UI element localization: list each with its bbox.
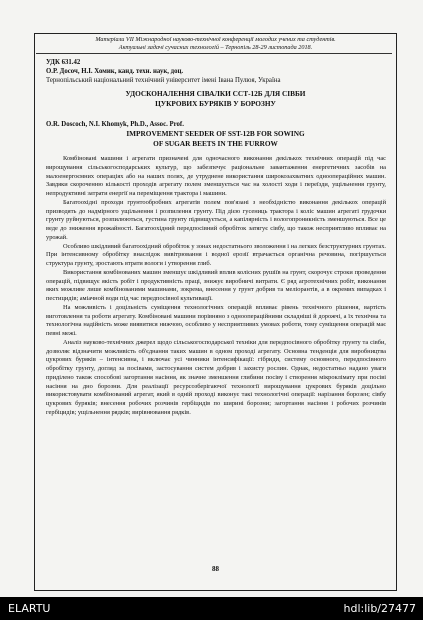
paragraph: На можливість і доцільність суміщення технологічних операцій впливає рівень технічного рішення, вартість виготовлення та роботи агрегату. Комбіновані машини порівняно з одноопераційними складніші й дорожчі, а їх технічна та технологічна надійність може виявитися нижчою, особливо у несприятливих умовах роботи, тому суміщення операцій має певні межі. [46, 303, 386, 337]
conference-header-line-2: Актуальні задачі сучасних технологій – Тернопіль 28-29 листопада 2018. [118, 44, 313, 51]
authors-ua: О.Р. Досоч, Н.І. Хомик, канд. техн. наук, доц. [46, 68, 184, 75]
title-en-line-2: OF SUGAR BEETS IN THE FURROW [153, 138, 278, 148]
udc-code: УДК 631.42 [46, 59, 81, 66]
header-divider [36, 53, 392, 54]
paragraph: Використання комбінованих машин зменшує шкідливий вплив колісних рушіїв на грунт, скорочує строки проведення операцій, підвищує якість робіт і продуктивність праці, знижує виробничі витрати. Є ряд агротехнічних робіт, виконання яких можливе лише комбінованими машинами, зокрема, внесення у грунт добрив та меліорантів, а в окремих випадках і пестицидів; аміачной води під час передпосівної культивації. [46, 268, 386, 302]
article-body [46, 155, 386, 418]
authors-en: O.R. Doscoch, N.I. Khomyk, Ph.D., Assoc. Prof. [46, 121, 184, 128]
title-ua-line-2: ЦУКРОВИХ БУРЯКІВ У БОРОЗНУ [155, 98, 276, 108]
paragraph: Аналіз науково-технічних джерел щодо сільськогосподарської техніки для передпосівного обробітку грунту та сівби, дозволяє відзначити можливість об'єднання таких машин в одном проході агрегату. Основна тенденція для виробництва цукрових буряків – інтенсивна, і включає усі чинники інтенсифікації: гібриди, систему основного, передпосівного обробітку грунту, догляд за посівами, застосування систем добрив і захисту рослин. Однак, недостатньо надано уваги приділено також способові загортання насіння, як значне зменшення глибини посіву і створення мікроклімату при посіві насіння на дно борозни. Для реалізації ресурсозберігаючої технології вирощування цукрових буряків доцільно використовувати комбінований агрегат, який в одній проході виконує такі технологічні операції: нарізання борозен; сівбу цукрових буряків; внесення робочих розчинів гербіцидів по ширині борозни; загортання насіння і робочих розчинів гербіцидів; ущільнення рядків; вирівнювання рядків. [46, 338, 386, 416]
page-number: 88 [212, 565, 219, 573]
title-en-line-1: IMPROVEMENT SEEDER OF SST-12B FOR SOWING [126, 129, 305, 138]
handle-identifier: hdl:lib/27477 [343, 602, 416, 615]
affiliation: Тернопільський національний технічний університет імені Івана Пулюя, Україна [46, 77, 281, 84]
paragraph: Багатоохідні проходи грунтообробних агрегатів полем пов'язані з необхідністю виконання декількох операцій призводять до надмірного ущільнення і розпилення грунту. Під дією гусениць трактора і коліс машин агрегаті грудочки грунту руйнуються, розпилюються, густина грунту підвищується, а капілярність і вологопроникність зменшуються. Все це веде до зниження врожайності. Багатоохідний передпосівний обробіток затягує сівбу, що також несприятливо впливає на урожай. [46, 198, 386, 241]
repository-name: ELARTU [8, 602, 51, 615]
paragraph: Особливо шкідливий багатоохідний обробіток у зонах недостатнього зволоження і на легких безструктурних грунтах. При інтенсивному обробітку внаслідок вивітрювання і водної ерозії втрачається органічна речовина, погіршується структура грунту, зростають втрати вологи і утворення глиб. [46, 242, 386, 267]
paragraph: Комбіновані машини і агрегати призначені для одночасного виконання декількох технічних операцій під час вирощування сільськогосподарських культур, що забезпечує раціональне завантаження енергетичних засобів на малоенергоємних операціях або на наших полях, де утруднене використання широкозахватних одноопераційних машин. Завдяки скороченню кількості проходів агрегату полем зменшується час на холості ходи і переїзди, ущільнення грунту, непродуктивні затрати енергії на переміщення трактора і машини. [46, 155, 386, 197]
conference-header-line-1: Матеріали VІІ Міжнародної науково-технічної конференції молодих учених та студентів. [95, 36, 336, 43]
title-ua-line-1: УДОСКОНАЛЕННЯ СІВАЛКИ ССТ-12Б ДЛЯ СІВБИ [125, 89, 306, 98]
repository-footer-bar [0, 597, 423, 620]
